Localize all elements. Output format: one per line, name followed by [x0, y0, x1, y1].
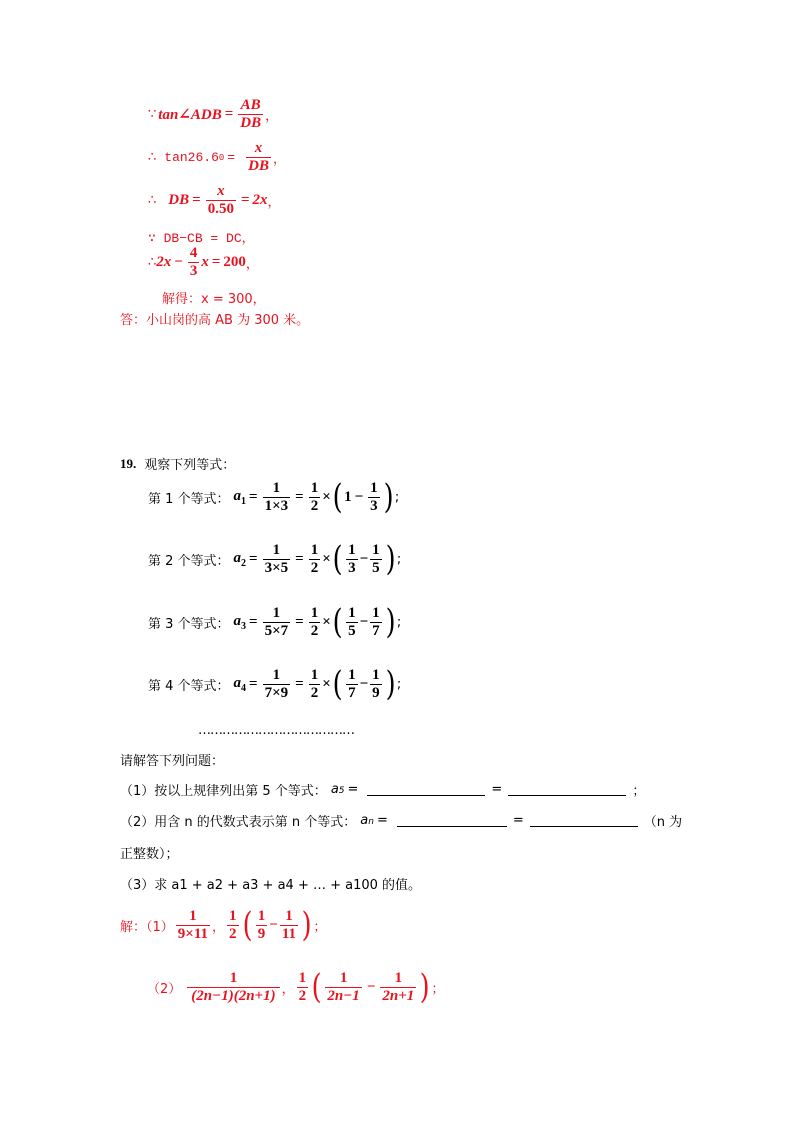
fraction: $\frac{x}{0.50}$	[207, 183, 234, 217]
problem-19-header	[120, 454, 235, 473]
fraction: $\frac{1}{2}$	[310, 479, 319, 514]
answer-18: 答：小山岗的高 AB 为 300 米。	[120, 313, 310, 328]
fraction: $\frac{4}{3}$	[189, 245, 198, 279]
fraction: $\frac{1}{11}$	[281, 907, 297, 942]
fraction: $\frac{1}{2n+1}$	[382, 969, 415, 1004]
question-2-continued: 正整数）；	[120, 847, 179, 862]
step-equation: ∴ 2x − $\frac{4}{3}$ x = 200 ，	[148, 245, 259, 279]
question-2: （2）用含 n 的代数式表示第 n 个等式： an = = （n 为	[120, 813, 683, 830]
fraction: $\frac{1}{2n-1}$	[327, 969, 360, 1004]
step-tan-value: ∴ tan26.6 0 = $\frac{x}{DB}$ ，	[148, 140, 286, 174]
answer-blank[interactable]	[530, 814, 638, 827]
equation-2: 第 2 个等式： $a_2$ = $\frac{1}{3\times 5}$ = $\frac{1}{2}$ × ( $\frac{1}{3}$ − $\frac{1}{5}$ ) ;	[148, 539, 402, 579]
step-solve: 解得：x = 300，	[162, 292, 266, 307]
answer-blank[interactable]	[367, 783, 485, 796]
equation-4: 第 4 个等式： $a_4$ = $\frac{1}{7\times 9}$ = $\frac{1}{2}$ × ( $\frac{1}{7}$ − $\frac{1}{9}$ ) ;	[148, 664, 402, 704]
fraction: $\frac{1}{2}$	[229, 907, 237, 942]
fraction: $\frac{1}{(2n-1)(2n+1)}$	[187, 971, 279, 1004]
fraction: $\frac{1}{2}$	[310, 666, 319, 701]
fraction: $\frac{1}{7}$	[348, 666, 356, 701]
fraction: $\frac{1}{5}$	[348, 604, 356, 639]
fraction: $\frac{1}{9\times 11}$	[177, 907, 209, 942]
fraction: $\frac{1}{2}$	[298, 969, 307, 1004]
fraction: $\frac{1}{3}$	[348, 541, 356, 576]
step-db-cb: ∵ DB−CB = DC，	[148, 231, 255, 246]
fraction: $\frac{1}{9}$	[372, 666, 380, 701]
fraction: $\frac{1}{5}$	[372, 541, 380, 576]
step-db: ∴ DB = $\frac{x}{0.50}$ = 2x ，	[148, 183, 281, 217]
answer-blank[interactable]	[508, 783, 626, 796]
fraction: $\frac{1}{3\times 5}$	[264, 541, 289, 576]
fraction: $\frac{1}{7}$	[372, 604, 380, 639]
equation-1: 第 1 个等式： $a_1$ = $\frac{1}{1\times 3}$ = $\frac{1}{2}$ × ( 1 − $\frac{1}{3}$ ) ;	[148, 477, 400, 517]
equation-3: 第 3 个等式： $a_3$ = $\frac{1}{5\times 7}$ = $\frac{1}{2}$ × ( $\frac{1}{5}$ − $\frac{1}{7}$ ) ;	[148, 602, 402, 642]
solution-19-2: （2） $\frac{1}{(2n-1)(2n+1)}$ ， $\frac{1}{2}$ ( $\frac{1}{2n-1}$ − $\frac{1}{2n+1}$ ) ；	[147, 967, 445, 1007]
fraction: $\frac{1}{3}$	[370, 479, 378, 514]
question-3: （3）求 a1 + a2 + a3 + a4 + … + a100 的值。	[120, 878, 422, 893]
question-1: （1）按以上规律列出第 5 个等式： a5 = = ；	[120, 782, 646, 799]
questions-prompt: 请解答下列问题：	[120, 754, 225, 769]
fraction: $\frac{1}{7\times 9}$	[264, 666, 289, 701]
fraction: $\frac{x}{DB}$	[248, 140, 269, 174]
fraction: $\frac{1}{9}$	[257, 907, 266, 942]
answer-blank[interactable]	[397, 814, 507, 827]
fraction: $\frac{1}{1\times 3}$	[264, 479, 289, 514]
step-tan-adb: ∵ tan∠ADB = $\frac{AB}{DB}$ ，	[148, 97, 279, 131]
problem-number: 19.	[120, 455, 137, 471]
solution-19-1: 解：（1） $\frac{1}{9\times 11}$ ， $\frac{1}{2}$ ( $\frac{1}{9}$ − $\frac{1}{11}$ ) ；	[120, 905, 327, 945]
fraction: $\frac{AB}{DB}$	[240, 97, 262, 131]
fraction: $\frac{1}{5\times 7}$	[264, 604, 289, 639]
ellipsis: …………………………………	[198, 723, 354, 738]
fraction: $\frac{1}{2}$	[310, 541, 319, 576]
problem-intro: 观察下列等式：	[144, 458, 236, 473]
fraction: $\frac{1}{2}$	[310, 604, 319, 639]
